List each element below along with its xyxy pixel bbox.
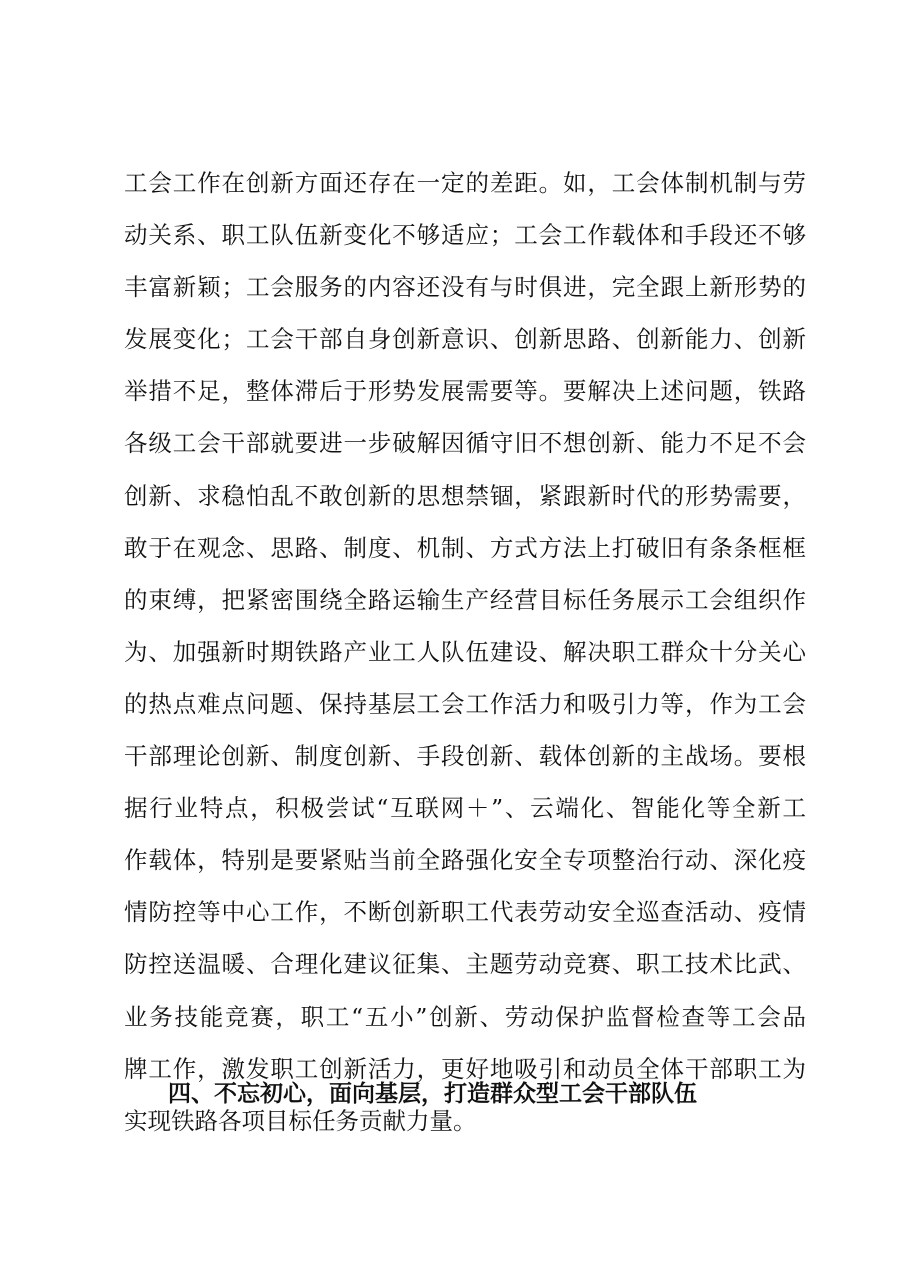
paragraph-line: 情防控等中心工作，不断创新职工代表劳动安全巡查活动、疫情 — [124, 898, 806, 927]
paragraph-line: 举措不足，整体滞后于形势发展需要等。要解决上述问题，铁路 — [124, 377, 806, 406]
paragraph-line: 创新、求稳怕乱不敢创新的思想禁锢，紧跟新时代的形势需要， — [124, 481, 806, 510]
paragraph-line: 业务技能竞赛，职工“五小”创新、劳动保护监督检查等工会品 — [124, 1002, 806, 1031]
paragraph-line: 防控送温暖、合理化建议征集、主题劳动竞赛、职工技术比武、 — [124, 950, 806, 979]
paragraph-line-last: 实现铁路各项目标任务贡献力量。 — [124, 1106, 477, 1135]
paragraph-line: 工会工作在创新方面还存在一定的差距。如，工会体制机制与劳 — [124, 169, 806, 197]
paragraph-line: 牌工作，激发职工创新活力，更好地吸引和动员全体干部职工为 — [124, 1054, 806, 1083]
paragraph-line: 作载体，特别是要紧贴当前全路强化安全专项整治行动、深化疫 — [124, 846, 806, 875]
paragraph-line: 据行业特点，积极尝试“互联网＋”、云端化、智能化等全新工 — [124, 794, 806, 823]
paragraph-line: 的热点难点问题、保持基层工会工作活力和吸引力等，作为工会 — [124, 689, 806, 718]
paragraph-line: 各级工会干部就要进一步破解因循守旧不想创新、能力不足不会 — [124, 429, 806, 458]
paragraph-line: 动关系、职工队伍新变化不够适应；工会工作载体和手段还不够 — [124, 221, 806, 250]
paragraph-line: 敢于在观念、思路、制度、机制、方式方法上打破旧有条条框框 — [124, 533, 806, 562]
paragraph-line: 丰富新颖；工会服务的内容还没有与时俱进，完全跟上新形势的 — [124, 273, 806, 302]
paragraph-line: 干部理论创新、制度创新、手段创新、载体创新的主战场。要根 — [124, 742, 806, 771]
paragraph-line: 的束缚，把紧密围绕全路运输生产经营目标任务展示工会组织作 — [124, 585, 806, 614]
section-heading: 四、不忘初心，面向基层，打造群众型工会干部队伍 — [168, 1081, 697, 1107]
body-paragraph — [124, 157, 806, 1147]
paragraph-line: 为、加强新时期铁路产业工人队伍建设、解决职工群众十分关心 — [124, 637, 806, 666]
paragraph-line: 发展变化；工会干部自身创新意识、创新思路、创新能力、创新 — [124, 325, 806, 354]
